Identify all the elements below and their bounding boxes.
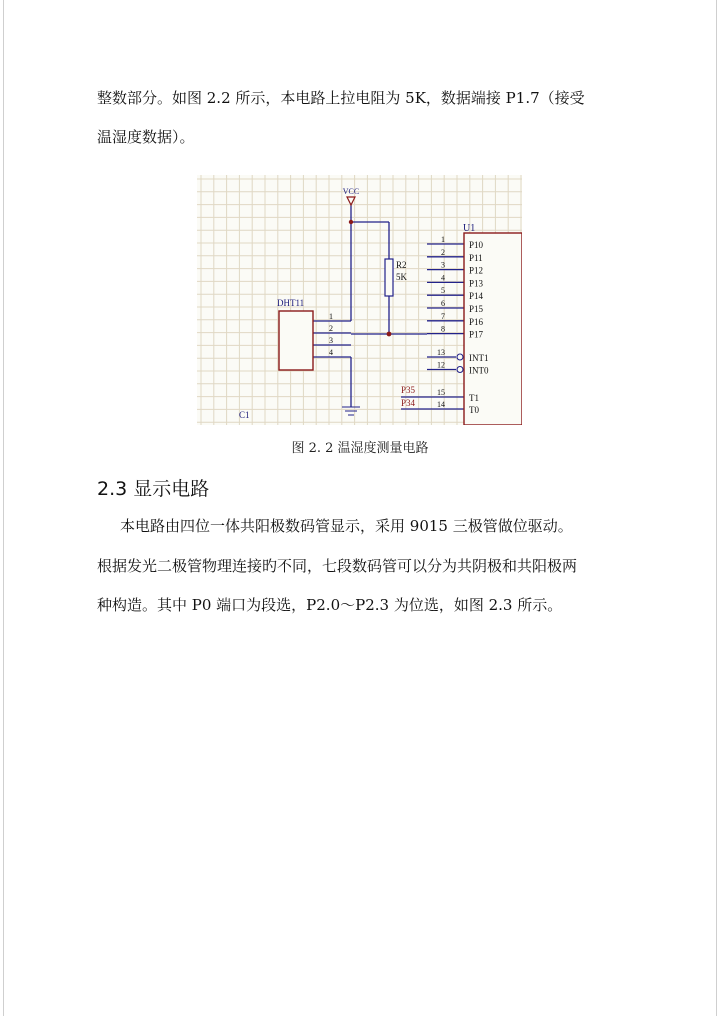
u1-pin-number: 2	[441, 247, 445, 257]
u1-inversion-bubble	[457, 367, 463, 373]
u1-pin-name: P15	[469, 304, 484, 314]
paragraph-line: 根据发光二极管物理连接旳不同，七段数码管可以分为共阴极和共阳极两	[97, 557, 578, 575]
c1-label: C1	[239, 410, 250, 420]
paragraph-line: 整数部分。如图 2.2 所示，本电路上拉电阻为 5K，数据端接 P1.7（接受	[97, 89, 585, 107]
u1-pin-name: P14	[469, 291, 484, 302]
junction-dot	[387, 332, 392, 337]
u1-pin-number: 12	[437, 360, 445, 370]
u1-pin-number: 5	[441, 286, 445, 296]
r2-resistor	[385, 259, 393, 296]
u1-pin-number: 6	[441, 299, 445, 308]
u1-pin-number: 8	[441, 324, 445, 334]
figure-caption: 图 2. 2 温湿度测量电路	[291, 441, 429, 456]
u1-pin-name: INT1	[469, 353, 489, 363]
u1-pin-number: 14	[437, 400, 445, 409]
dht11-pin-number: 3	[329, 336, 333, 345]
u1-pin-number: 1	[441, 235, 445, 244]
paragraph-line: 本电路由四位一体共阳极数码管显示，采用 9015 三极管做位驱动。	[120, 517, 573, 535]
u1-pin-number: 7	[441, 311, 445, 321]
paragraph-line: 温湿度数据）。	[97, 128, 195, 146]
section-heading: 2.3 显示电路	[97, 478, 210, 500]
r2-value: 5K	[396, 272, 407, 282]
u1-pin-number: 13	[437, 348, 445, 357]
u1-pin-number: 3	[441, 260, 445, 270]
u1-pin-name: P11	[469, 252, 483, 263]
u1-label: U1	[463, 223, 476, 234]
circuit-schematic	[197, 175, 522, 425]
u1-pin-name: P10	[469, 240, 484, 250]
r2-label: R2	[396, 260, 407, 270]
vcc-label: VCC	[342, 187, 360, 196]
u1-pin-name: P17	[469, 329, 484, 340]
dht11-pin-number: 4	[329, 348, 333, 357]
paragraph-line: 种构造。其中 P0 端口为段选，P2.0～P2.3 为位选，如图 2.3 所示。	[97, 596, 563, 614]
circuit-figure	[197, 175, 522, 425]
dht11-pin-number: 2	[329, 324, 333, 333]
page-border-left	[3, 0, 4, 1016]
u1-pin-name: P16	[469, 316, 484, 327]
u1-pin-name: T0	[469, 405, 479, 415]
u1-pin-number: 15	[437, 388, 445, 397]
u1-pin-name: P12	[469, 265, 484, 276]
dht11-label: DHT11	[277, 298, 305, 308]
net-label-p34: P34	[401, 398, 416, 408]
dht11-pin-number: 1	[329, 312, 333, 321]
u1-pin-number: 4	[441, 273, 445, 283]
u1-inversion-bubble	[457, 354, 463, 360]
dht11-sensor	[279, 311, 313, 370]
u1-pin-name: P13	[469, 278, 484, 289]
net-label-p35: P35	[401, 385, 416, 395]
u1-pin-name: T1	[469, 393, 479, 403]
u1-pin-name: INT0	[469, 365, 489, 376]
junction-dot	[349, 220, 353, 224]
page-border-right	[716, 0, 717, 1016]
